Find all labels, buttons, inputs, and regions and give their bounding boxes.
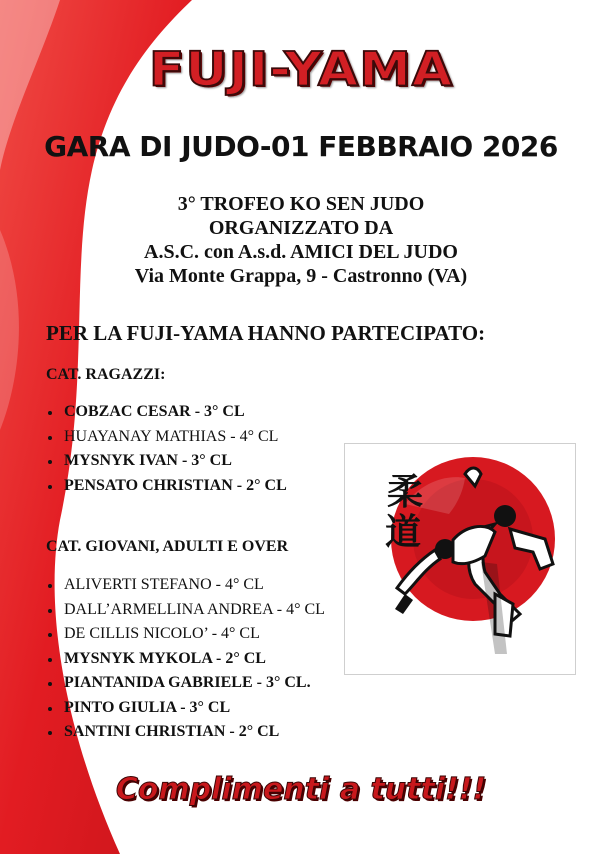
- venue-address: Via Monte Grappa, 9 - Castronno (VA): [134, 265, 468, 287]
- list-item: [46, 427, 287, 452]
- trophy-name: 3° TROFEO KO SEN JUDO: [177, 193, 425, 215]
- organizer-name: A.S.C. con A.s.d. AMICI DEL JUDO: [144, 241, 458, 263]
- participants-heading: PER LA FUJI-YAMA HANNO PARTECIPATO:: [46, 321, 486, 345]
- list-item: [46, 624, 325, 649]
- list-item: [46, 698, 325, 723]
- athlete-result: - 3° CL: [176, 698, 231, 716]
- list-item: [46, 575, 325, 600]
- category-heading-giovani-adulti-over: CAT. GIOVANI, ADULTI E OVER: [46, 538, 289, 555]
- athlete-result: - 4° CL: [207, 625, 260, 642]
- fuji-yama-logo-title: FUJI-YAMA: [148, 43, 454, 97]
- organizer-info: [0, 192, 602, 288]
- athlete-result: - 2° CL: [225, 723, 280, 740]
- athlete-result: - 4° CL: [272, 600, 325, 618]
- athlete-result: - 2° CL: [212, 649, 266, 667]
- athlete-result: - 3° CL.: [252, 674, 311, 691]
- athlete-list-giovani-adulti-over: [46, 575, 325, 747]
- list-item: [46, 451, 287, 476]
- athlete-name: PIANTANIDA GABRIELE: [64, 674, 253, 691]
- athlete-result: - 4° CL: [211, 576, 264, 593]
- athlete-result: - 3° CL: [190, 403, 245, 420]
- list-item: [46, 649, 325, 674]
- athlete-result: - 4° CL: [226, 427, 279, 445]
- athlete-name: COBZAC CESAR: [64, 403, 191, 420]
- athlete-list-ragazzi: [46, 402, 287, 500]
- athlete-name: PENSATO CHRISTIAN: [64, 476, 233, 494]
- athlete-result: - 2° CL: [232, 476, 287, 494]
- category-heading-ragazzi: CAT. RAGAZZI:: [46, 366, 166, 383]
- event-title: GARA DI JUDO-01 FEBBRAIO 2026: [44, 130, 558, 163]
- svg-text:柔: 柔: [387, 471, 424, 513]
- list-item: [46, 600, 325, 625]
- athlete-name: MYSNYK IVAN: [64, 452, 178, 469]
- athlete-name: SANTINI CHRISTIAN: [64, 723, 226, 740]
- athlete-result: - 3° CL: [177, 452, 232, 469]
- list-item: [46, 476, 287, 501]
- athlete-name: DALL’ARMELLINA ANDREA: [64, 600, 273, 618]
- judo-emblem-image: [344, 443, 576, 675]
- athlete-name: ALIVERTI STEFANO: [64, 576, 212, 593]
- athlete-name: DE CILLIS NICOLO’: [64, 625, 208, 642]
- judo-throw-emblem-icon: [345, 444, 575, 674]
- list-item: [46, 673, 325, 698]
- list-item: [46, 402, 287, 427]
- svg-text:道: 道: [385, 511, 422, 553]
- list-item: [46, 722, 325, 747]
- closing-congratulations: Complimenti a tutti!!!: [115, 772, 487, 807]
- organized-by-label: ORGANIZZATO DA: [208, 217, 394, 239]
- athlete-name: HUAYANAY MATHIAS: [64, 427, 227, 445]
- athlete-name: MYSNYK MYKOLA: [64, 649, 212, 667]
- athlete-name: PINTO GIULIA: [64, 698, 177, 716]
